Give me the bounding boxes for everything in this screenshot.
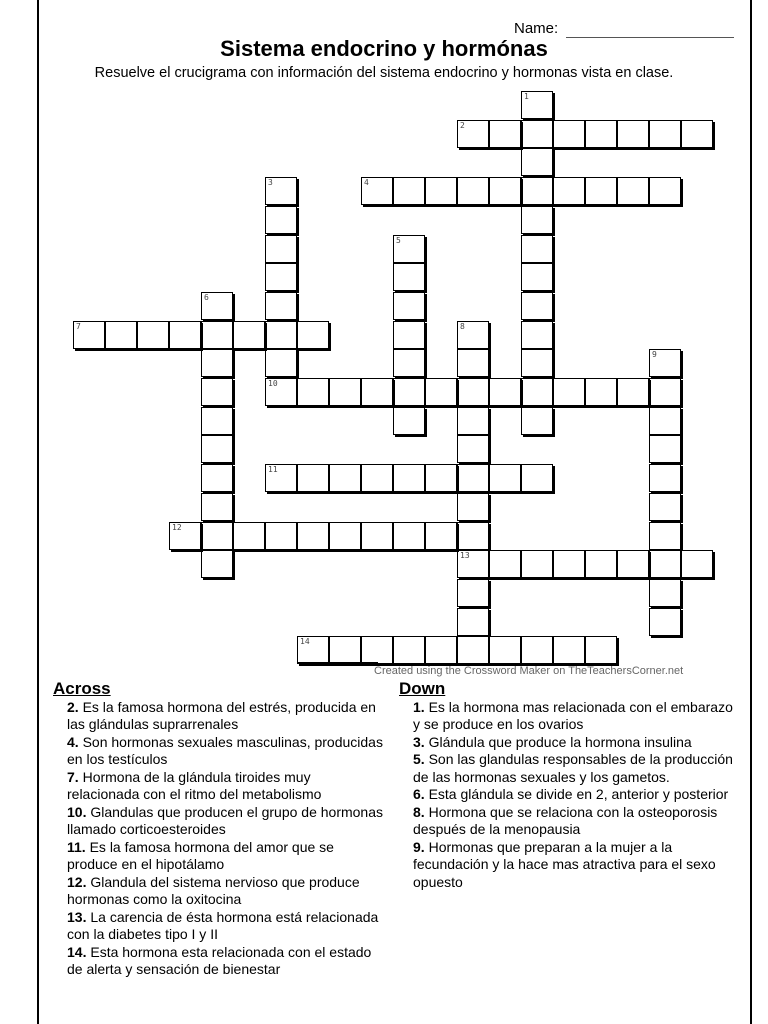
clue-number: 5. [413,751,425,767]
crossword-cell[interactable] [201,292,233,320]
clue-text: Son las glandulas responsables de la producción de las hormonas sexuales y los gametos. [413,751,733,785]
clue-number: 2. [67,698,79,715]
crossword-cell[interactable] [265,321,297,349]
crossword-cell[interactable] [425,636,457,664]
down-heading: Down [399,679,446,698]
clue-number: 12 [172,522,182,532]
crossword-cell[interactable] [201,435,233,463]
clue-number: 14 [300,637,310,647]
crossword-cell[interactable] [265,349,297,377]
crossword-cell[interactable] [265,263,297,291]
clue-number: 3 [268,178,273,188]
crossword-cell[interactable] [393,177,425,205]
clue-item [53,734,383,769]
clue-item [53,874,383,909]
crossword-cell[interactable] [457,120,489,148]
crossword-cell[interactable] [489,177,521,205]
crossword-cell[interactable] [553,177,585,205]
clue-number: 8 [460,321,465,331]
clue-number: 9 [652,350,657,360]
crossword-cell[interactable] [457,435,489,463]
crossword-cell[interactable] [393,464,425,492]
clue-text: Hormonas que preparan a la mujer a la fecundación y la hace mas atractiva para el sexo opuesto [413,838,716,890]
crossword-cell[interactable] [361,522,393,550]
crossword-cell[interactable] [617,120,649,148]
crossword-cell[interactable] [393,292,425,320]
crossword-cell[interactable] [393,321,425,349]
crossword-cell[interactable] [233,522,265,550]
crossword-cell[interactable] [521,206,553,234]
crossword-cell[interactable] [425,522,457,550]
crossword-cell[interactable] [457,522,489,550]
crossword-cell[interactable] [457,321,489,349]
crossword-cell[interactable] [553,636,585,664]
crossword-cell[interactable] [489,636,521,664]
crossword-cell[interactable] [521,349,553,377]
clue-number: 11 [268,465,278,475]
credit-text: Created using the Crossword Maker on TheTeachersCorner.net [374,665,684,677]
credit-divider [298,662,378,663]
crossword-cell[interactable] [169,321,201,349]
crossword-cell[interactable] [393,235,425,263]
across-clues [53,680,383,979]
clue-item [53,839,383,874]
clue-number: 6 [204,292,209,302]
clue-item [399,839,739,892]
clue-number: 10 [268,379,278,388]
crossword-cell[interactable] [649,464,681,492]
crossword-cell[interactable] [265,464,297,492]
crossword-cell[interactable] [361,378,393,406]
crossword-cell[interactable] [521,550,553,578]
crossword-cell[interactable] [425,378,457,406]
clue-text: Es la hormona mas relacionada con el embarazo y se produce en los ovarios [413,698,733,732]
crossword-cell[interactable] [297,378,329,406]
crossword-cell[interactable] [201,321,233,349]
crossword-cell[interactable] [201,522,233,550]
crossword-cell[interactable] [393,636,425,664]
name-label: Name: [514,20,559,37]
crossword-cell[interactable] [521,148,553,176]
crossword-cell[interactable] [649,120,681,148]
crossword-cell[interactable] [489,378,521,406]
clue-item [53,804,383,839]
crossword-cell[interactable] [425,464,457,492]
crossword-cell[interactable] [201,464,233,492]
crossword-cell[interactable] [201,378,233,406]
clue-number: 13. [67,908,87,925]
crossword-cell[interactable] [329,378,361,406]
crossword-cell[interactable] [457,464,489,492]
down-clues [399,680,739,891]
crossword-cell[interactable] [297,321,329,349]
crossword-cell[interactable] [681,550,713,578]
crossword-cell[interactable] [457,608,489,636]
crossword-cell[interactable] [521,235,553,263]
crossword-cell[interactable] [521,636,553,664]
crossword-cell[interactable] [649,522,681,550]
crossword-cell[interactable] [457,636,489,664]
crossword-cell[interactable] [521,91,553,119]
clue-text: Es la famosa hormona del estrés, producida en las glándulas suprarrenales [67,698,376,732]
crossword-cell[interactable] [201,349,233,377]
crossword-cell[interactable] [457,177,489,205]
clue-text: Glándula que produce la hormona insulina [424,733,692,750]
crossword-cell[interactable] [649,579,681,607]
crossword-cell[interactable] [617,550,649,578]
crossword-cell[interactable] [297,636,329,664]
crossword-cell[interactable] [137,321,169,349]
crossword-cell[interactable] [393,349,425,377]
crossword-cell[interactable] [73,321,105,349]
crossword-cell[interactable] [521,407,553,435]
crossword-cell[interactable] [265,177,297,205]
clue-item [53,909,383,944]
crossword-cell[interactable] [521,263,553,291]
clue-text: Glandulas que producen el grupo de hormonas llamado corticoesteroides [67,803,384,837]
crossword-cell[interactable] [393,407,425,435]
crossword-cell[interactable] [265,206,297,234]
clue-number: 12. [67,873,87,890]
clue-text: Glandula del sistema nervioso que produce hormonas como la oxitocina [67,873,360,907]
crossword-cell[interactable] [521,292,553,320]
crossword-cell[interactable] [201,550,233,578]
page-title: Sistema endocrino y hormónas [220,36,548,61]
crossword-cell[interactable] [521,464,553,492]
crossword-cell[interactable] [617,177,649,205]
crossword-cell[interactable] [329,464,361,492]
crossword-cell[interactable] [553,550,585,578]
crossword-cell[interactable] [105,321,137,349]
crossword-cell[interactable] [489,120,521,148]
crossword-cell[interactable] [585,378,617,406]
crossword-cell[interactable] [649,177,681,205]
crossword-cell[interactable] [393,263,425,291]
crossword-cell[interactable] [329,636,361,664]
clue-text: Esta glándula se divide en 2, anterior y posterior [424,786,729,802]
crossword-cell[interactable] [297,464,329,492]
crossword-cell[interactable] [457,378,489,406]
crossword-cell[interactable] [361,636,393,664]
clue-number: 1. [413,698,425,715]
clue-number: 1 [524,92,529,101]
crossword-cell[interactable] [521,378,553,406]
crossword-cell[interactable] [585,636,617,664]
crossword-cell[interactable] [265,522,297,550]
instructions: Resuelve el crucigrama con información del sistema endocrino y hormonas vista en clase. [94,65,674,81]
crossword-cell[interactable] [585,550,617,578]
crossword-cell[interactable] [489,550,521,578]
crossword-cell[interactable] [649,493,681,521]
crossword-cell[interactable] [201,407,233,435]
crossword-cell[interactable] [265,235,297,263]
clue-number: 8. [413,803,425,820]
clue-number: 4. [67,733,79,750]
clue-number: 10. [67,803,87,820]
crossword-cell[interactable] [361,464,393,492]
crossword-cell[interactable] [585,120,617,148]
crossword-cell[interactable] [521,177,553,205]
crossword-cell[interactable] [681,120,713,148]
crossword-cell[interactable] [457,493,489,521]
crossword-cell[interactable] [649,608,681,636]
crossword-cell[interactable] [169,522,201,550]
crossword-cell[interactable] [393,378,425,406]
clue-number: 6. [413,786,425,802]
clue-item [53,699,383,734]
crossword-cell[interactable] [649,435,681,463]
clue-number: 5 [396,235,401,245]
crossword-cell[interactable] [521,321,553,349]
clue-number: 9. [413,838,425,855]
clue-item [399,751,739,786]
crossword-cell[interactable] [585,177,617,205]
crossword-cell[interactable] [617,378,649,406]
crossword-cell[interactable] [457,349,489,377]
across-clue-list [53,699,383,979]
crossword-cell[interactable] [489,464,521,492]
clue-number: 7 [76,321,81,331]
crossword-cell[interactable] [361,177,393,205]
clue-text: Hormona que se relaciona con la osteoporosis después de la menopausia [413,803,718,837]
clue-text: La carencia de ésta hormona está relacionada con la diabetes tipo I y II [67,908,379,942]
clue-text: Es la famosa hormona del amor que se produce en el hipotálamo [67,838,334,872]
crossword-cell[interactable] [457,579,489,607]
clue-text: Son hormonas sexuales masculinas, producidas en los testículos [67,733,383,767]
clue-number: 14. [67,943,87,960]
crossword-cell[interactable] [233,321,265,349]
clue-item [53,769,383,804]
crossword-cell[interactable] [329,522,361,550]
clue-number: 7. [67,768,79,785]
clue-item [399,786,739,804]
clue-text: Hormona de la glándula tiroides muy relacionada con el ritmo del metabolismo [67,768,322,802]
clue-item [399,734,739,752]
clue-number: 13 [460,551,470,561]
crossword-cell[interactable] [457,550,489,578]
clue-number: 2 [460,120,465,130]
clue-number: 4 [364,178,369,188]
crossword-cell[interactable] [297,522,329,550]
clue-number: 3. [413,733,425,750]
crossword-cell[interactable] [521,120,553,148]
clue-item [53,944,383,979]
across-heading: Across [53,679,111,698]
crossword-cell[interactable] [265,378,297,406]
clue-item [399,699,739,734]
crossword-cell[interactable] [649,550,681,578]
crossword-cell[interactable] [649,378,681,406]
crossword-cell[interactable] [553,378,585,406]
crossword-cell[interactable] [393,522,425,550]
crossword-cell[interactable] [553,120,585,148]
crossword-cell[interactable] [265,292,297,320]
crossword-cell[interactable] [649,407,681,435]
clue-text: Esta hormona esta relacionada con el estado de alerta y sensación de bienestar [67,943,372,977]
crossword-cell[interactable] [425,177,457,205]
clue-number: 11. [67,838,86,855]
crossword-cell[interactable] [649,349,681,377]
crossword-cell[interactable] [457,407,489,435]
down-clue-list [399,699,739,892]
clue-item [399,804,739,839]
crossword-cell[interactable] [201,493,233,521]
